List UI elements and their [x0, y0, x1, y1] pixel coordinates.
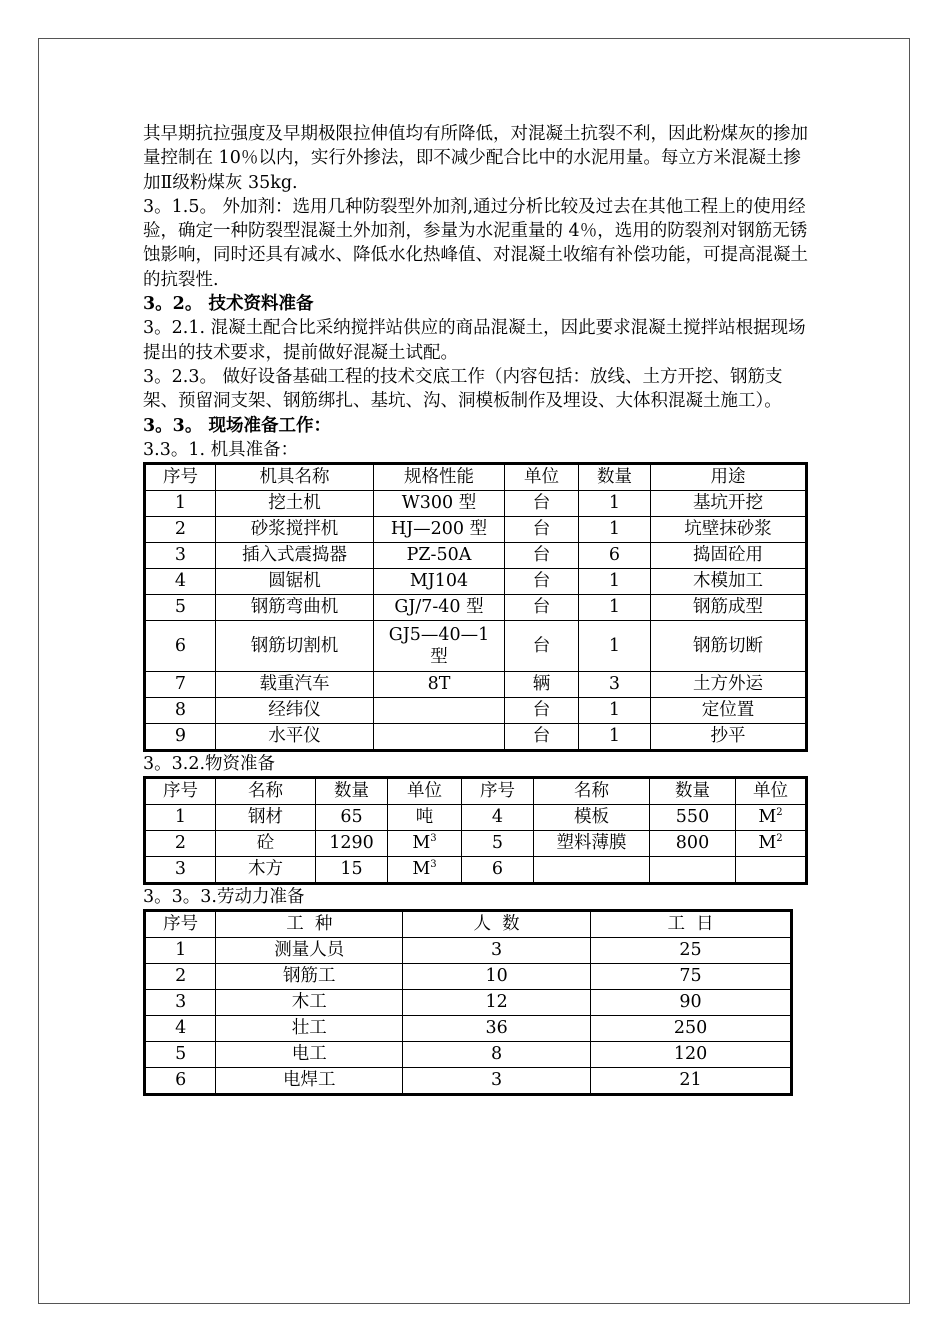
table-row — [145, 516, 807, 542]
table-cell: 5 — [145, 594, 216, 620]
table-cell: 2 — [145, 963, 216, 989]
heading-3-2: 3。2。 技术资料准备 — [143, 294, 314, 315]
table-cell: 土方外运 — [651, 671, 807, 697]
header-cell: 数量 — [650, 777, 736, 804]
table-cell: 坑壁抹砂浆 — [651, 516, 807, 542]
table-cell: 3 — [145, 989, 216, 1015]
header-cell: 数量 — [579, 463, 651, 490]
header-cell: 名称 — [534, 777, 650, 804]
table-row — [145, 542, 807, 568]
table-cell: 1 — [145, 937, 216, 963]
materials-table — [143, 776, 808, 885]
header-cell: 数量 — [316, 777, 388, 804]
table-row — [145, 1015, 792, 1041]
unit-superscript: 3 — [430, 859, 437, 871]
table-cell: 挖土机 — [216, 490, 374, 516]
table-cell: 2 — [145, 830, 216, 856]
table-cell: 90 — [591, 989, 792, 1015]
header-cell: 工 种 — [216, 910, 403, 937]
table-row — [145, 963, 792, 989]
table-cell: 模板 — [534, 804, 650, 830]
table-cell — [374, 697, 505, 723]
table-cell: 钢筋成型 — [651, 594, 807, 620]
unit-superscript: 2 — [776, 807, 783, 819]
table-cell: 壮工 — [216, 1015, 403, 1041]
table-cell: 6 — [579, 542, 651, 568]
table-row — [145, 1041, 792, 1067]
table-row — [145, 594, 807, 620]
table-cell: 1 — [579, 490, 651, 516]
table-cell: 6 — [145, 620, 216, 671]
table-cell: 捣固砼用 — [651, 542, 807, 568]
table-cell: W300 型 — [374, 490, 505, 516]
table-cell: 吨 — [388, 804, 462, 830]
table-cell: 1 — [579, 620, 651, 671]
table-cell: 水平仪 — [216, 723, 374, 750]
paragraph-admixture: 3。1.5。 外加剂：选用几种防裂型外加剂,通过分析比较及过去在其他工程上的使用经验，确定一种防裂型混凝土外加剂，参量为水泥重量的 4％，选用的防裂剂对钢筋无锈蚀影响，同时还具有减水、降低水化热峰值、对混凝土收缩有补偿功能，可提高混凝土的抗裂性. — [143, 196, 808, 290]
table-row — [145, 697, 807, 723]
unit-text: M — [412, 859, 431, 880]
table-cell: 8 — [145, 697, 216, 723]
table-cell: 电工 — [216, 1041, 403, 1067]
table-row — [145, 723, 807, 750]
table-cell: 钢材 — [216, 804, 316, 830]
table-cell: GJ/7-40 型 — [374, 594, 505, 620]
table-cell: 1 — [579, 516, 651, 542]
table-cell: 抄平 — [651, 723, 807, 750]
table-cell — [736, 804, 807, 830]
table-row — [145, 620, 807, 671]
caption-materials: 3。3.2.物资准备 — [143, 753, 276, 774]
table-row — [145, 671, 807, 697]
table-cell: 75 — [591, 963, 792, 989]
table-cell: 4 — [145, 568, 216, 594]
table-row — [145, 1067, 792, 1094]
table-cell: 7 — [145, 671, 216, 697]
caption-labor: 3。3。3.劳动力准备 — [143, 886, 305, 907]
table-cell: 钢筋切断 — [651, 620, 807, 671]
table-cell — [374, 723, 505, 750]
unit-text: M — [412, 833, 431, 854]
table-cell — [736, 856, 807, 883]
table-cell: 1 — [145, 804, 216, 830]
table-header-row — [145, 777, 807, 804]
table-cell: 3 — [579, 671, 651, 697]
table-cell: 36 — [403, 1015, 591, 1041]
header-cell: 序号 — [145, 463, 216, 490]
table-row — [145, 830, 807, 856]
machines-table — [143, 462, 808, 752]
table-cell: 550 — [650, 804, 736, 830]
table-cell: 台 — [505, 594, 579, 620]
table-cell: 木模加工 — [651, 568, 807, 594]
header-cell: 单位 — [505, 463, 579, 490]
table-cell: 钢筋弯曲机 — [216, 594, 374, 620]
table-cell: 砂浆搅拌机 — [216, 516, 374, 542]
table-cell: 经纬仪 — [216, 697, 374, 723]
table-cell: 基坑开挖 — [651, 490, 807, 516]
table-cell: 25 — [591, 937, 792, 963]
table-cell: 6 — [462, 856, 534, 883]
table-cell — [736, 830, 807, 856]
table-cell: 15 — [316, 856, 388, 883]
paragraph-3-2-1: 3。2.1. 混凝土配合比采纳搅拌站供应的商品混凝土，因此要求混凝土搅拌站根据现场提出的技术要求，提前做好混凝土试配。 — [143, 318, 806, 363]
table-cell: 辆 — [505, 671, 579, 697]
unit-text: M — [758, 833, 777, 854]
unit-superscript: 2 — [776, 833, 783, 845]
header-cell: 序号 — [145, 910, 216, 937]
header-cell: 单位 — [388, 777, 462, 804]
table-header-row — [145, 910, 792, 937]
header-cell: 用途 — [651, 463, 807, 490]
paragraph-3-2-3: 3。2.3。 做好设备基础工程的技术交底工作（内容包括：放线、土方开挖、钢筋支架、预留洞支架、钢筋绑扎、基坑、沟、洞模板制作及埋设、大体积混凝土施工）。 — [143, 366, 783, 412]
table-cell: 5 — [462, 830, 534, 856]
table-cell: 电焊工 — [216, 1067, 403, 1094]
table-cell: 台 — [505, 516, 579, 542]
table-cell: PZ-50A — [374, 542, 505, 568]
table-cell — [388, 856, 462, 883]
table-cell: GJ5—40—1 型 — [374, 620, 505, 671]
table-cell: 250 — [591, 1015, 792, 1041]
header-cell: 序号 — [462, 777, 534, 804]
table-cell: 1 — [579, 697, 651, 723]
table-row — [145, 937, 792, 963]
table-cell: 钢筋切割机 — [216, 620, 374, 671]
table-cell — [388, 830, 462, 856]
table-cell — [534, 856, 650, 883]
table-cell: 1 — [579, 723, 651, 750]
table-cell: 台 — [505, 697, 579, 723]
table-cell: 测量人员 — [216, 937, 403, 963]
table-cell: 4 — [462, 804, 534, 830]
header-cell: 工 日 — [591, 910, 792, 937]
table-cell: 5 — [145, 1041, 216, 1067]
table-cell: 钢筋工 — [216, 963, 403, 989]
table-header-row — [145, 463, 807, 490]
table-row — [145, 856, 807, 883]
table-cell: 800 — [650, 830, 736, 856]
table-cell: 120 — [591, 1041, 792, 1067]
table-row — [145, 568, 807, 594]
table-cell: 插入式震捣器 — [216, 542, 374, 568]
table-cell: HJ—200 型 — [374, 516, 505, 542]
header-cell: 名称 — [216, 777, 316, 804]
table-cell: 定位置 — [651, 697, 807, 723]
paragraph-flyash: 其早期抗拉强度及早期极限拉伸值均有所降低，对混凝土抗裂不利，因此粉煤灰的掺加量控制在 10％以内，实行外掺法，即不减少配合比中的水泥用量。每立方米混凝土掺加Ⅱ级粉煤灰 35kg. — [143, 124, 808, 193]
table-cell: 21 — [591, 1067, 792, 1094]
table-row — [145, 804, 807, 830]
table-cell: 台 — [505, 620, 579, 671]
table-cell: 木工 — [216, 989, 403, 1015]
table-cell: 10 — [403, 963, 591, 989]
header-cell: 序号 — [145, 777, 216, 804]
table-cell: 台 — [505, 723, 579, 750]
unit-text: M — [758, 807, 777, 828]
table-cell — [650, 856, 736, 883]
document-content — [143, 122, 813, 1096]
table-cell: 2 — [145, 516, 216, 542]
table-cell: 3 — [403, 937, 591, 963]
labor-table — [143, 909, 793, 1096]
table-cell: 圆锯机 — [216, 568, 374, 594]
table-cell: 1 — [579, 568, 651, 594]
table-cell: 3 — [403, 1067, 591, 1094]
table-cell: 1 — [579, 594, 651, 620]
table-cell: 台 — [505, 542, 579, 568]
table-row — [145, 989, 792, 1015]
table-cell: 4 — [145, 1015, 216, 1041]
table-cell: MJ104 — [374, 568, 505, 594]
table-cell: 65 — [316, 804, 388, 830]
table-cell: 12 — [403, 989, 591, 1015]
table-cell: 3 — [145, 856, 216, 883]
caption-machines: 3.3。1. 机具准备： — [143, 439, 299, 460]
heading-3-3: 3。3。 现场准备工作： — [143, 415, 331, 436]
table-cell: 1290 — [316, 830, 388, 856]
table-cell: 台 — [505, 490, 579, 516]
table-row — [145, 490, 807, 516]
header-cell: 规格性能 — [374, 463, 505, 490]
table-cell: 塑料薄膜 — [534, 830, 650, 856]
header-cell: 单位 — [736, 777, 807, 804]
table-cell: 9 — [145, 723, 216, 750]
table-cell: 8 — [403, 1041, 591, 1067]
table-cell: 载重汽车 — [216, 671, 374, 697]
header-cell: 机具名称 — [216, 463, 374, 490]
table-cell: 3 — [145, 542, 216, 568]
table-cell: 台 — [505, 568, 579, 594]
table-cell: 木方 — [216, 856, 316, 883]
header-cell: 人 数 — [403, 910, 591, 937]
table-cell: 8T — [374, 671, 505, 697]
table-cell: 6 — [145, 1067, 216, 1094]
unit-superscript: 3 — [430, 833, 437, 845]
table-cell: 砼 — [216, 830, 316, 856]
table-cell: 1 — [145, 490, 216, 516]
